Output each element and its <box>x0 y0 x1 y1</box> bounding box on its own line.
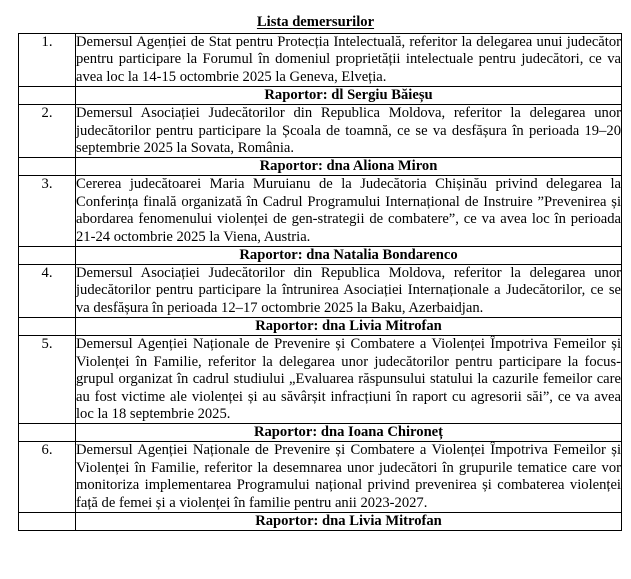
item-description: Demersul Agenției Naționale de Prevenire și Combatere a Violenței Împotriva Femeilor și Violenței în Familie, referitor la delegarea unor judecătorilor pentru participare la focus-grupul organizat în cadrul studiului „Evaluarea răspunsului statului la cazurile femeilor care au fost victime ale violenței și au săvârșit infracțiuni în raport cu agresorii săi”, ce va avea loc la 18 septembrie 2025. <box>76 336 621 422</box>
item-description: Demersul Asociației Judecătorilor din Republica Moldova, referitor la delegarea unor judecătorilor pentru participare la întrunirea Asociației Internaționale a Judecătorilor, ce se va desfășura în perioada 12–17 octombrie 2025 la Baku, Azerbaidjan. <box>76 265 621 316</box>
item-description: Demersul Agenției Naționale de Prevenire și Combatere a Violenței Împotriva Femeilor și Violenței în Familie, referitor la desemnarea unor judecători în grupurile tematice care vor monitoriza implementarea Programului național privind prevenirea și combaterea violenței față de femei și a violenței în familie pentru anii 2023-2027. <box>76 442 621 511</box>
table-row-rapporteur <box>19 512 622 530</box>
item-number: 3. <box>19 176 76 247</box>
item-number: 1. <box>19 34 76 87</box>
table-row <box>19 442 622 513</box>
item-rapporteur: Raportor: dna Livia Mitrofan <box>76 512 622 530</box>
item-number: 4. <box>19 265 76 318</box>
item-number: 6. <box>19 442 76 513</box>
item-rapporteur: Raportor: dna Aliona Miron <box>76 158 622 176</box>
empty-cell <box>19 247 76 265</box>
item-rapporteur: Raportor: dl Sergiu Băieșu <box>76 87 622 105</box>
item-number: 2. <box>19 105 76 158</box>
requests-table <box>18 33 622 531</box>
table-row-rapporteur <box>19 318 622 336</box>
empty-cell <box>19 424 76 442</box>
item-rapporteur: Raportor: dna Natalia Bondarenco <box>76 247 622 265</box>
empty-cell <box>19 318 76 336</box>
empty-cell <box>19 158 76 176</box>
item-description: Cererea judecătoarei Maria Muruianu de la Judecătoria Chișinău privind delegarea la Conferința finală organizată în Cadrul Programului Internațional de Instruire ”Prevenirea și abordarea fenomenului violenței de gen-strategii de combatere”, ce va avea loc în perioada 21-24 octombrie 2025 la Viena, Austria. <box>76 176 621 245</box>
item-rapporteur: Raportor: dna Ioana Chironeț <box>76 424 622 442</box>
table-row <box>19 336 622 424</box>
item-rapporteur: Raportor: dna Livia Mitrofan <box>76 318 622 336</box>
table-row <box>19 105 622 158</box>
table-row-rapporteur <box>19 424 622 442</box>
empty-cell <box>19 87 76 105</box>
item-description: Demersul Asociației Judecătorilor din Republica Moldova, referitor la delegarea unor judecătorilor pentru participare la Școala de toamnă, ce se va desfășura în perioada 19–20 septembrie 2025 la Sovata, România. <box>76 105 621 157</box>
table-row-rapporteur <box>19 247 622 265</box>
table-row-rapporteur <box>19 158 622 176</box>
item-description: Demersul Agenției de Stat pentru Protecția Intelectuală, referitor la delegarea unui judecător pentru participare la Forumul în domeniul proprietății intelectuale pentru judecători, ce va avea loc la 14-15 octombrie 2025 la Geneva, Elveția. <box>76 34 621 85</box>
item-number: 5. <box>19 336 76 424</box>
table-row <box>19 34 622 87</box>
table-row <box>19 176 622 247</box>
document-title: Lista demersurilor <box>256 14 375 30</box>
table-row-rapporteur <box>19 87 622 105</box>
empty-cell <box>19 512 76 530</box>
table-row <box>19 265 622 318</box>
